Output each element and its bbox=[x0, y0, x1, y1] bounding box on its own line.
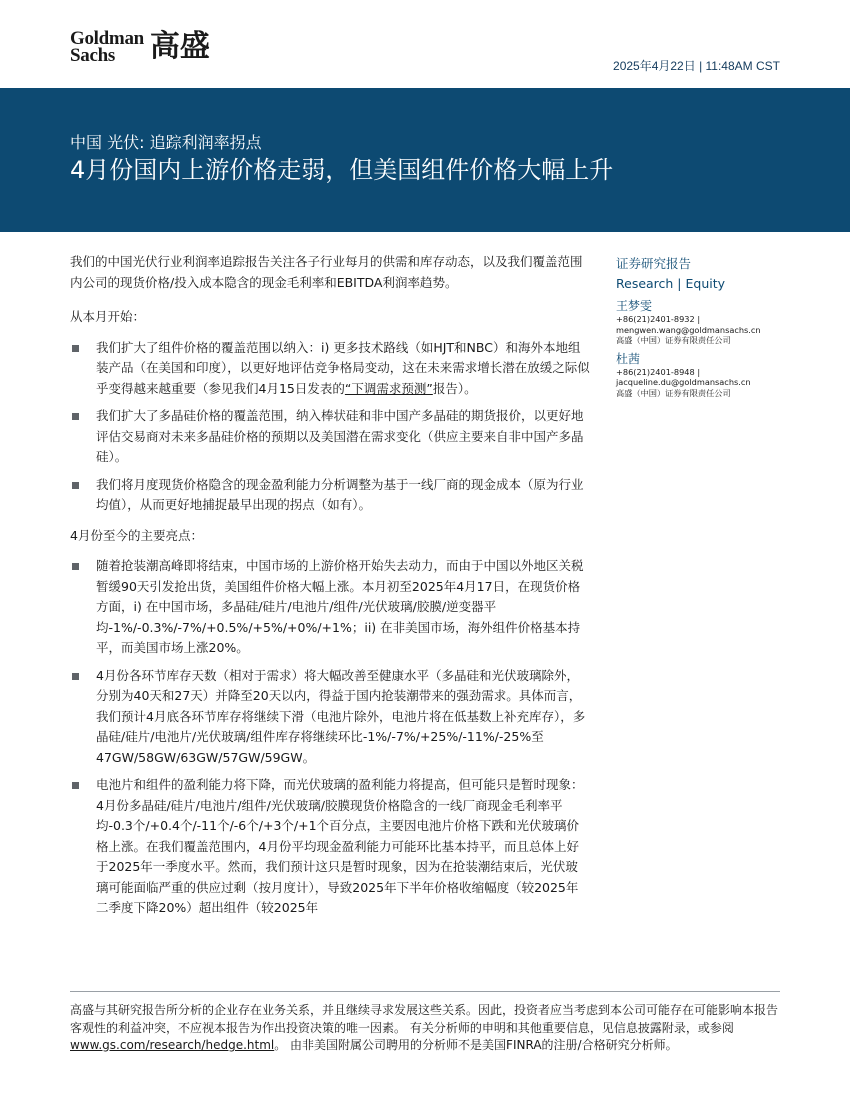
bullet-text: 我们扩大了多晶硅价格的覆盖范围，纳入棒状硅和非中国产多晶硅的期货报价，以更好地评估交易商对未来多晶硅价格的预期以及美国潜在需求变化（供应主要来自非中国产多晶硅）。 bbox=[96, 408, 584, 464]
analyst-firm: 高盛（中国）证券有限责任公司 bbox=[616, 387, 731, 398]
disclaimer bbox=[70, 1002, 780, 1055]
list-item bbox=[70, 406, 590, 468]
bullet-text: 电池片和组件的盈利能力将下降，而光伏玻璃的盈利能力将提高，但可能只是暂时现象：4月份多晶硅/硅片/电池片/组件/光伏玻璃/胶膜现货价格隐含的一线厂商现金毛利率平均-0.3个/+0.4个/-11个/-6个/+3个/+1个百分点，主要因电池片价格下跌和光伏玻璃价格上涨。在我们覆盖范围内，4月份平均现金盈利能力可能环比基本持平，而且总体上好于2025年一季度水平。然而，我们预计这只是暂时现象，因为在抢装潮结束后，光伏玻璃可能面临严重的供应过剩（按月度计），导致2025年下半年价格收缩幅度（较2025年二季度下降20%）超出组件（较2025年 bbox=[96, 777, 584, 915]
disclaimer-text-tail: 。 由非美国附属公司聘用的分析师不是美国FINRA的注册/合格研究分析师。 bbox=[274, 1038, 678, 1052]
demand-forecast-link[interactable]: “下调需求预测” bbox=[344, 380, 433, 396]
bullet-square-icon bbox=[72, 563, 79, 570]
main-body bbox=[70, 252, 590, 926]
analyst-firm: 高盛（中国）证券有限责任公司 bbox=[616, 335, 731, 345]
bullet-text: 4月份各环节库存天数（相对于需求）将大幅改善至健康水平（多晶硅和光伏玻璃除外，分别为40天和27天）并降至20天以内，得益于国内抢装潮带来的强劲需求。具体而言，我们预计4月底各环节库存将继续下滑（电池片除外，电池片将在低基数上补充库存），多晶硅/硅片/电池片/光伏玻璃/组件库存将继续环比-1%/-7%/+25%/-11%/-25%至47GW/58GW/63GW/57GW/59GW。 bbox=[96, 667, 586, 765]
bullet-text-tail: 报告）。 bbox=[432, 380, 477, 396]
sidebar-heading-en: Research | Equity bbox=[616, 276, 726, 291]
analyst-card bbox=[616, 299, 786, 346]
section2-label: 4月份至今的主要亮点： bbox=[70, 527, 203, 543]
list-item bbox=[70, 475, 590, 516]
analyst-name: 王梦雯 bbox=[616, 299, 653, 313]
list-item bbox=[70, 338, 590, 400]
analyst-phone: +86(21)2401-8932 | bbox=[616, 314, 701, 324]
bullet-square-icon bbox=[72, 673, 79, 680]
report-subtitle: 中国 光伏: 追踪利润率拐点 bbox=[70, 133, 262, 152]
section2-bullets bbox=[70, 556, 590, 919]
analyst-phone: +86(21)2401-8948 | bbox=[616, 366, 701, 377]
logo-english-line1: Goldman bbox=[70, 28, 144, 49]
disclaimer-text: 高盛与其研究报告所分析的企业存在业务关系，并且继续寻求发展这些关系。因此，投资者应当考虑到本公司可能存在可能影响本报告客观性的利益冲突，不应视本报告为作出投资决策的唯一因素。 有关分析师的申明和其他重要信息，见信息披露附录，或参阅 bbox=[70, 1003, 779, 1035]
list-item bbox=[70, 666, 590, 769]
logo-chinese: 高盛 bbox=[149, 29, 210, 64]
logo-english-line2: Sachs bbox=[70, 45, 115, 66]
intro-paragraph: 我们的中国光伏行业利润率追踪报告关注各子行业每月的供需和库存动态，以及我们覆盖范围内公司的现货价格/投入成本隐含的现金毛利率和EBITDA利润率趋势。 bbox=[70, 254, 583, 290]
section1-bullets bbox=[70, 338, 590, 516]
disclosure-link[interactable]: www.gs.com/research/hedge.html bbox=[70, 1038, 275, 1052]
bullet-square-icon bbox=[72, 413, 79, 420]
footer-divider bbox=[70, 991, 780, 992]
logo-english bbox=[70, 30, 144, 64]
list-item bbox=[70, 556, 590, 659]
bullet-square-icon bbox=[72, 345, 79, 352]
report-datetime: 2025年4月22日 | 11:48AM CST bbox=[613, 59, 780, 73]
bullet-square-icon bbox=[72, 782, 79, 789]
bullet-text: 我们将月度现货价格隐含的现金盈利能力分析调整为基于一线厂商的现金成本（原为行业均值），从而更好地捕捉最早出现的拐点（如有）。 bbox=[96, 476, 584, 512]
sidebar-heading-cn: 证券研究报告 bbox=[616, 256, 692, 271]
bullet-square-icon bbox=[72, 482, 79, 489]
report-title: 4月份国内上游价格走弱，但美国组件价格大幅上升 bbox=[70, 156, 614, 184]
goldman-sachs-logo bbox=[70, 30, 210, 64]
title-banner bbox=[0, 88, 850, 232]
analyst-email[interactable]: jacqueline.du@goldmansachs.cn bbox=[616, 377, 751, 387]
analyst-email[interactable]: mengwen.wang@goldmansachs.cn bbox=[616, 324, 761, 335]
list-item bbox=[70, 775, 590, 919]
analyst-sidebar bbox=[616, 255, 786, 404]
analyst-card bbox=[616, 352, 786, 399]
bullet-text: 我们扩大了组件价格的覆盖范围以纳入：i) 更多技术路线（如HJT和NBC）和海外本地组装产品（在美国和印度），以更好地评估竞争格局变动，这在未来需求增长潜在放缓之际似乎变得越来越重要（参见我们4月15日发表的 bbox=[96, 339, 590, 396]
section1-label: 从本月开始： bbox=[70, 309, 146, 324]
bullet-text: 随着抢装潮高峰即将结束，中国市场的上游价格开始失去动力，而由于中国以外地区关税暂缓90天引发抢出货，美国组件价格大幅上涨。本月初至2025年4月17日，在现货价格方面，i) 在中国市场，多晶硅/硅片/电池片/组件/光伏玻璃/胶膜/逆变器平均-1%/-0.3%/-7%/+0.5%/+5%/+0%/+1%；ii) 在非美国市场，海外组件价格基本持平，而美国市场上涨20%。 bbox=[96, 558, 584, 655]
analyst-name: 杜茜 bbox=[616, 351, 641, 366]
